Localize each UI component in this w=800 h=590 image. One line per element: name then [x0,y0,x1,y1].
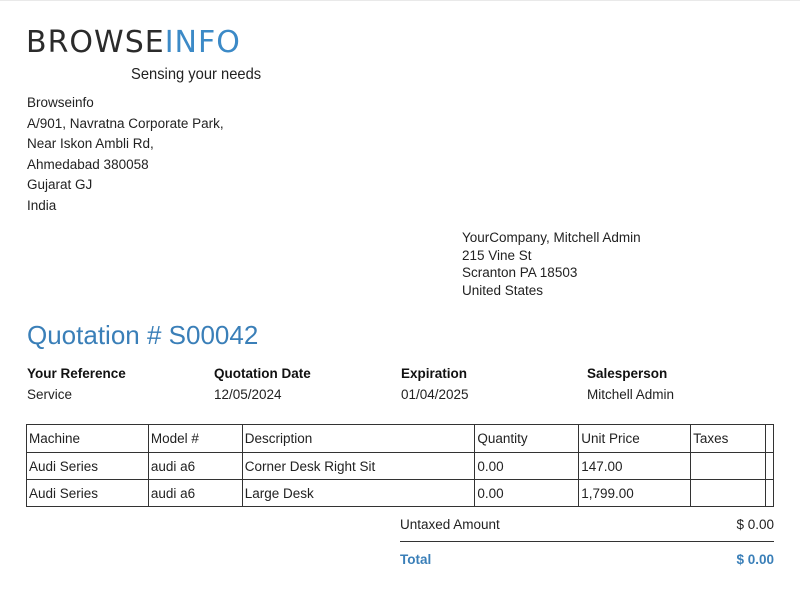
table-cell: 0.00 [475,453,579,480]
info-value: Service [27,387,73,402]
company-address-line: Gujarat GJ [27,177,93,193]
info-your-reference [27,363,126,405]
table-row [27,453,774,480]
info-value: 01/04/2025 [401,387,469,402]
info-label: Salesperson [587,366,668,381]
table-cell: Audi Series [27,480,149,507]
company-address-line: A/901, Navratna Corporate Park, [27,115,224,131]
info-label: Quotation Date [214,366,311,381]
table-cell: 1,799.00 [579,480,691,507]
table-cell [765,480,773,507]
table-cell: audi a6 [148,453,242,480]
customer-address-line: Scranton PA 18503 [462,265,578,281]
info-salesperson [587,363,674,405]
total-value: $ 0.00 [736,551,774,567]
info-label: Expiration [401,366,468,381]
table-cell: audi a6 [148,480,242,507]
table-header-row [27,425,774,453]
logo-word-blue: INFO [164,25,241,60]
column-header: Description [242,425,475,453]
company-address-line: India [27,197,57,213]
column-header [765,425,773,453]
company-address-line: Ahmedabad 380058 [27,156,149,172]
company-address-line: Near Iskon Ambli Rd, [27,136,154,152]
customer-address-line: United States [462,282,544,298]
totals-block [400,508,774,576]
info-label: Your Reference [27,366,126,381]
table-cell [765,453,773,480]
table-cell: 0.00 [475,480,579,507]
quotation-title: Quotation # S00042 [27,320,259,350]
company-address-line: Browseinfo [27,95,94,110]
order-lines-table [26,424,774,507]
table-cell [691,480,766,507]
customer-address-line: YourCompany, Mitchell Admin [462,230,641,245]
table-cell [691,453,766,480]
untaxed-amount-label: Untaxed Amount [400,517,500,532]
untaxed-amount-value: $ 0.00 [736,517,774,532]
company-address [27,93,224,217]
info-expiration [401,363,469,405]
column-header: Machine [27,425,149,453]
top-divider [0,0,800,1]
table-row [27,480,774,507]
info-value: 12/05/2024 [214,387,282,402]
total-row [400,542,774,576]
table-cell: Corner Desk Right Sit [242,453,475,480]
browseinfo-logo [26,25,241,60]
table-cell: Audi Series [27,453,149,480]
total-label: Total [400,551,432,567]
logo-word-dark: BROWSE [26,25,165,60]
table-cell: 147.00 [579,453,691,480]
column-header: Taxes [691,425,766,453]
untaxed-amount-row [400,508,774,542]
column-header: Quantity [475,425,579,453]
table-cell: Large Desk [242,480,475,507]
info-value: Mitchell Admin [587,387,675,402]
info-quotation-date [214,363,311,405]
column-header: Unit Price [579,425,691,453]
customer-address-line: 215 Vine St [462,247,532,263]
logo-tagline: Sensing your needs [131,66,262,83]
column-header: Model # [148,425,242,453]
customer-address [462,229,641,299]
